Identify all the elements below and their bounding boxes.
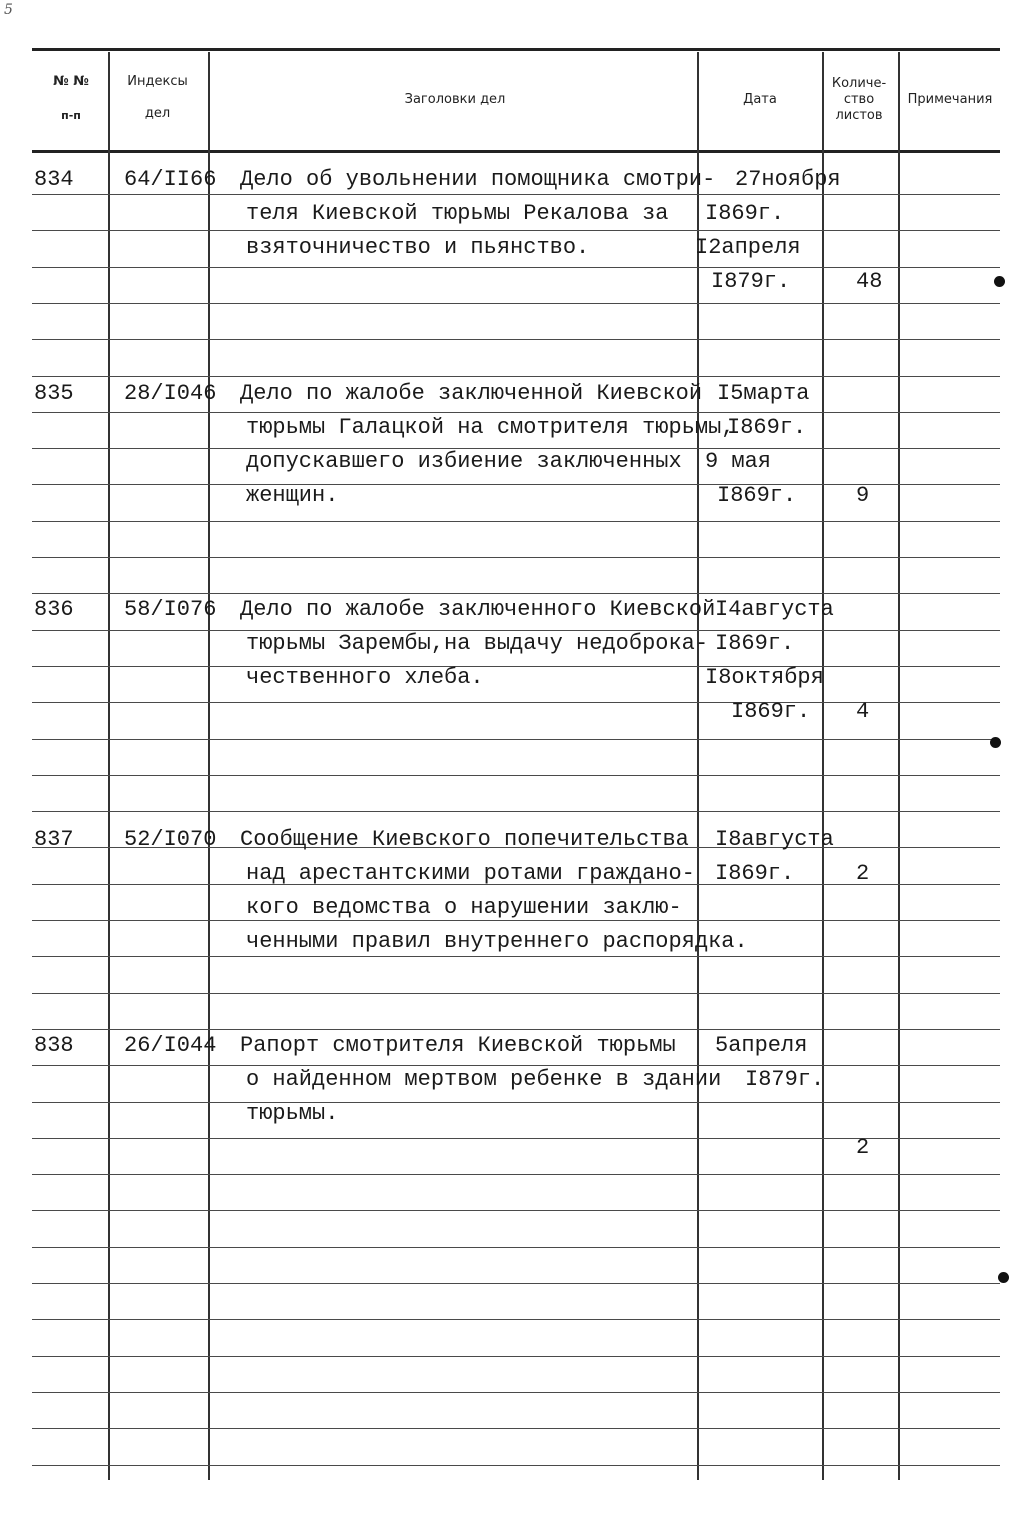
record-date-line: I2апреля [695, 235, 801, 260]
record-title-line: теля Киевской тюрьмы Рекалова за [246, 201, 669, 226]
record-date-line: I879г. [711, 269, 791, 294]
ruled-line [32, 521, 1000, 522]
ruled-line [32, 702, 1000, 703]
record-date-line: I869г. [715, 631, 795, 656]
ruled-line [32, 593, 1000, 594]
ruled-line [32, 666, 1000, 667]
record-title-line: женщин. [246, 483, 339, 508]
ruled-line [32, 1210, 1000, 1211]
ruled-line [32, 1356, 1000, 1357]
record-date-line: 5апреля [715, 1033, 808, 1058]
ruled-line [32, 376, 1000, 377]
header-date: Дата [743, 92, 777, 107]
ruled-line [32, 1138, 1000, 1139]
record-date-line: I8октября [705, 665, 824, 690]
record-title-line: тюрьмы. [246, 1101, 339, 1126]
record-index: 28/I046 [124, 381, 217, 406]
record-title-line: допускавшего избиение заключенных [246, 449, 682, 474]
header-num-sub: п-п [61, 109, 81, 122]
record-number: 834 [34, 167, 74, 192]
ruled-line [32, 956, 1000, 957]
ruled-line [32, 1428, 1000, 1429]
ruled-line [32, 1102, 1000, 1103]
ruled-line [32, 557, 1000, 558]
record-title-line: кого ведомства о нарушении заклю- [246, 895, 682, 920]
header-count [822, 76, 896, 124]
record-sheet-count: 9 [856, 483, 870, 508]
ruled-line [32, 1465, 1000, 1466]
record-index: 64/II66 [124, 167, 217, 192]
record-sheet-count: 48 [856, 269, 883, 294]
record-title-line: тюрьмы Галацкой на смотрителя тюрьмы, [246, 415, 735, 440]
ruled-line [32, 1319, 1000, 1320]
ruled-line [32, 1174, 1000, 1175]
record-index: 26/I044 [124, 1033, 217, 1058]
header-title: Заголовки дел [404, 92, 506, 107]
header-count-line1: Количе- [831, 76, 887, 91]
record-title-line: взяточничество и пьянство. [246, 235, 590, 260]
record-date-line: I869г. [731, 699, 811, 724]
record-index: 58/I076 [124, 597, 217, 622]
ruled-line [32, 993, 1000, 994]
record-number: 838 [34, 1033, 74, 1058]
record-date-line: I869г. [715, 861, 795, 886]
record-title-line: тюрьмы Зарембы,на выдачу недоброка- [246, 631, 709, 656]
page-mark: 5 [4, 2, 13, 18]
punch-hole [998, 1272, 1009, 1283]
record-date-line: I869г. [717, 483, 797, 508]
record-date-line: I8августа [715, 827, 834, 852]
record-index: 52/I070 [124, 827, 217, 852]
ruled-line [32, 739, 1000, 740]
header-notes: Примечания [907, 92, 993, 107]
ruled-line [32, 811, 1000, 812]
record-title-line: Дело об увольнении помощника смотри- [240, 167, 716, 192]
ruled-line [32, 267, 1000, 268]
record-sheet-count: 4 [856, 699, 870, 724]
record-sheet-count: 2 [856, 1135, 870, 1160]
record-date-line: I869г. [705, 201, 785, 226]
record-title-line: о найденном мертвом ребенке в здании [246, 1067, 722, 1092]
ruled-line [32, 1247, 1000, 1248]
punch-hole [994, 276, 1005, 287]
ruled-line [32, 1392, 1000, 1393]
header-index-sub: дел [144, 106, 171, 121]
header-num [36, 72, 106, 126]
ruled-line [32, 1283, 1000, 1284]
ruled-line [32, 484, 1000, 485]
ruled-line [32, 775, 1000, 776]
record-date-line: 9 мая [705, 449, 772, 474]
ruled-line [32, 230, 1000, 231]
record-date-line: I869г. [727, 415, 807, 440]
record-number: 835 [34, 381, 74, 406]
header-top-rule [32, 48, 1000, 51]
punch-hole [990, 737, 1001, 748]
header-count-line3: листов [835, 108, 883, 123]
record-number: 836 [34, 597, 74, 622]
record-sheet-count: 2 [856, 861, 870, 886]
header-num-label: № № [53, 74, 89, 89]
record-title-line: Рапорт смотрителя Киевской тюрьмы [240, 1033, 676, 1058]
header-count-line2: ство [843, 92, 875, 107]
ruled-line [32, 339, 1000, 340]
record-title-line: над арестантскими ротами граждано- [246, 861, 695, 886]
ruled-line [32, 303, 1000, 304]
ruled-line [32, 1029, 1000, 1030]
record-title-line: ченными правил внутреннего распорядка. [246, 929, 748, 954]
header-bottom-rule [32, 150, 1000, 153]
record-title-line: Сообщение Киевского попечительства [240, 827, 689, 852]
record-title-line: Дело по жалобе заключенной Киевской [240, 381, 703, 406]
record-date-line: I879г. [745, 1067, 825, 1092]
header-index [110, 72, 205, 124]
ruled-line [32, 412, 1000, 413]
record-number: 837 [34, 827, 74, 852]
record-date-line: I5марта [717, 381, 810, 406]
record-title-line: Дело по жалобе заключенного Киевской [240, 597, 716, 622]
record-title-line: чественного хлеба. [246, 665, 484, 690]
record-date-line: I4августа [715, 597, 834, 622]
header-index-label: Индексы [127, 74, 188, 89]
record-date-line: 27ноября [735, 167, 841, 192]
ruled-line [32, 194, 1000, 195]
